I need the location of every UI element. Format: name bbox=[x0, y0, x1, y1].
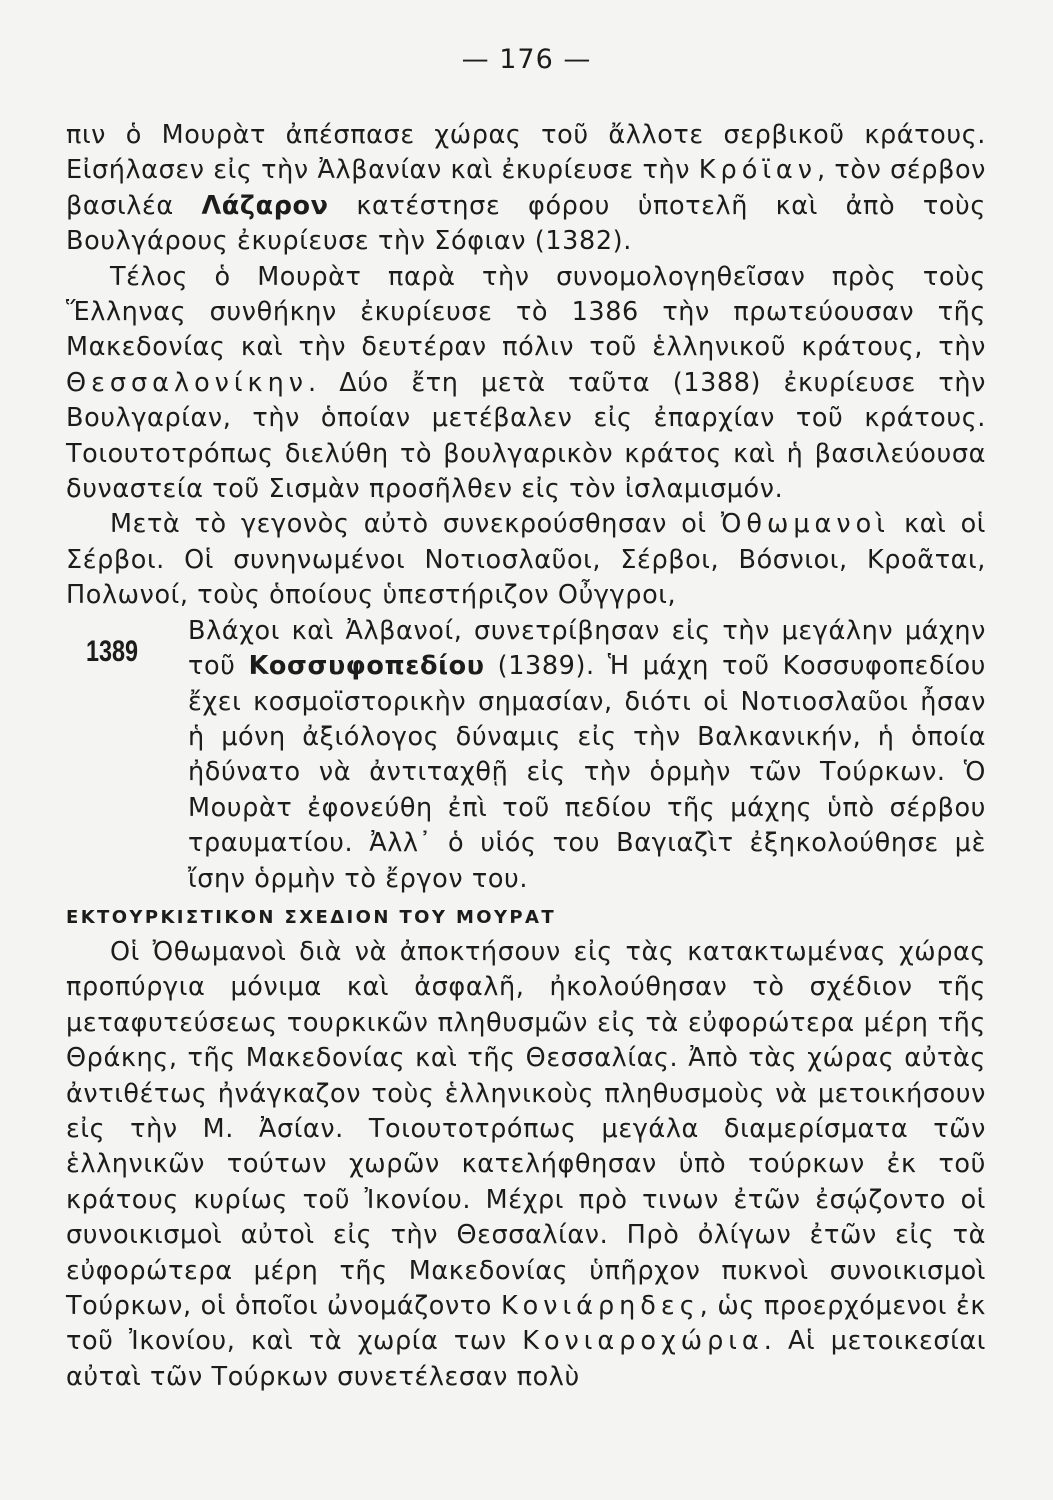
text-run: , τὸν σέρβον βασιλέα bbox=[66, 155, 987, 221]
text-run: πιν ὁ Μουρὰτ ἀπέσπασε χώρας τοῦ ἄλλοτε σερβικοῦ κράτους. Εἰσήλασεν εἰς τὴν Ἀλβανίαν καὶ ἐκυρίευσε τὴν bbox=[66, 120, 986, 186]
bold-term-kosovo: Κοσσυφοπεδίου bbox=[248, 651, 485, 682]
spaced-term-thessaloniki: Θεσσαλονίκην bbox=[66, 367, 308, 398]
text-run: Μετὰ τὸ γεγονὸς αὐτὸ συνεκρούσθησαν οἱ bbox=[110, 509, 721, 540]
spaced-term-ottomans: Ὀθωμανοὶ bbox=[720, 509, 890, 540]
spaced-term-koniarochoria: Κονιαροχώρια bbox=[522, 1326, 764, 1357]
paragraph bbox=[66, 260, 986, 508]
bold-term-lazaros: Λάζαρον bbox=[201, 190, 329, 221]
text-run: . Αἱ μετοικεσίαι αὐταὶ τῶν Τούρκων συνετέλεσαν πολὺ bbox=[66, 1326, 986, 1392]
paragraph bbox=[66, 118, 986, 260]
spaced-term-kroia: Κρόϊαν bbox=[698, 155, 817, 186]
section-heading: ΕΚΤΟΥΡΚΙΣΤΙΚΟΝ ΣΧΕΔΙΟΝ ΤΟΥ ΜΟΥΡΑΤ bbox=[66, 906, 557, 928]
text-run: (1389). Ἡ μάχη τοῦ Κοσσυφοπεδίου ἔχει κοσμοϊστορικὴν σημασίαν, διότι οἱ Νοτιοσλαῦοι ἦσαν ἡ μόνη ἀξιόλογος δύναμις εἰς τὴν Βαλκανικήν, ἡ ὁποία ἠδύνατο νὰ ἀντιταχθῇ εἰς τὴν ὁρμὴν τῶν Τούρκων. Ὁ Μουρὰτ ἐφονεύθη ἐπὶ τοῦ πεδίου τῆς μάχης ὑπὸ σέρβου τραυματίου. Ἀλλ᾽ ὁ υἱός του Βαγιαζὶτ ἐξηκολούθησε μὲ ἴσην ὁρμὴν τὸ ἔργον του. bbox=[188, 651, 986, 894]
text-run: Βλάχοι καὶ Ἀλβανοί, συνετρίβησαν εἰς τὴν μεγάλην μάχην τοῦ bbox=[188, 615, 986, 682]
paragraph bbox=[66, 935, 986, 1395]
page-number: — 176 — bbox=[461, 44, 592, 75]
spaced-term-koniarides: Κονιάρηδες bbox=[500, 1291, 700, 1321]
text-run: . Δύο ἔτη μετὰ ταῦτα (1388) ἐκυρίευσε τὴν Βουλγαρίαν, τὴν ὁποίαν μετέβαλεν εἰς ἐπαρχίαν τοῦ κράτους. Τοιουτοτρόπως διελύθη τὸ βουλγαρικὸν κράτος καὶ ἡ βασιλεύουσα δυναστεία τοῦ Σισμὰν προσῆλθεν εἰς τὸν ἰσλαμισμόν. bbox=[66, 367, 986, 505]
paragraph-with-year-marker bbox=[66, 614, 986, 897]
text-run: Τέλος ὁ Μουρὰτ παρὰ τὴν συνομολογηθεῖσαν πρὸς τοὺς Ἕλληνας συνθήκην ἐκυρίευσε τὸ 1386 τὴν πρωτεύουσαν τῆς Μακεδονίας καὶ τὴν δευτέραν πόλιν τοῦ ἑλληνικοῦ κράτους, τὴν bbox=[66, 261, 986, 363]
text-run: Οἱ Ὀθωμανοὶ διὰ νὰ ἀποκτήσουν εἰς τὰς κατακτωμένας χώρας προπύργια μόνιμα καὶ ἀσφαλῆ, ἠκολούθησαν τὸ σχέδιον τῆς μεταφυτεύσεως τουρκικῶν πληθυσμῶν εἰς τὰ εὐφορώτερα μέρη τῆς Θράκης, τῆς Μακεδονίας καὶ τῆς Θεσσαλίας. Ἀπὸ τὰς χώρας αὐτὰς ἀντιθέτως ἠνάγκαζον τοὺς ἑλληνικοὺς πληθυσμοὺς νὰ μετοικήσουν εἰς τὴν Μ. Ἀσίαν. Τοιουτοτρόπως μεγάλα διαμερίσματα τῶν ἑλληνικῶν τούτων χωρῶν κατελήφθησαν ὑπὸ τούρκων ἐκ τοῦ κράτους κυρίως τοῦ Ἰκονίου. Μέχρι πρὸ τινων ἐτῶν ἐσῴζοντο οἱ συνοικισμοὶ αὐτοὶ εἰς τὴν Θεσσαλίαν. Πρὸ ὀλίγων ἐτῶν εἰς τὰ εὐφορώτερα μέρη τῆς Μακεδονίας ὑπῆρχον πυκνοὶ συνοικισμοὶ Τούρκων, οἱ ὁποῖοι ὠνομάζοντο bbox=[66, 936, 986, 1321]
paragraph bbox=[66, 507, 986, 613]
body-text bbox=[66, 118, 986, 1395]
text-run: , ὡς προερχόμενοι ἐκ τοῦ Ἰκονίου, καὶ τὰ χωρία των bbox=[66, 1291, 986, 1357]
margin-year-marker: 1389 bbox=[86, 634, 139, 668]
text-run: κατέστησε φόρου ὑποτελῆ καὶ ἀπὸ τοὺς Βουλγάρους ἐκυρίευσε τὴν Σόφιαν (1382). bbox=[66, 190, 986, 257]
text-run: καὶ οἱ Σέρβοι. Οἱ συνηνωμένοι Νοτιοσλαῦοι, Σέρβοι, Βόσνιοι, Κροᾶται, Πολωνοί, τοὺς ὁποίους ὑπεστήριζον Οὖγγροι, bbox=[66, 509, 986, 611]
